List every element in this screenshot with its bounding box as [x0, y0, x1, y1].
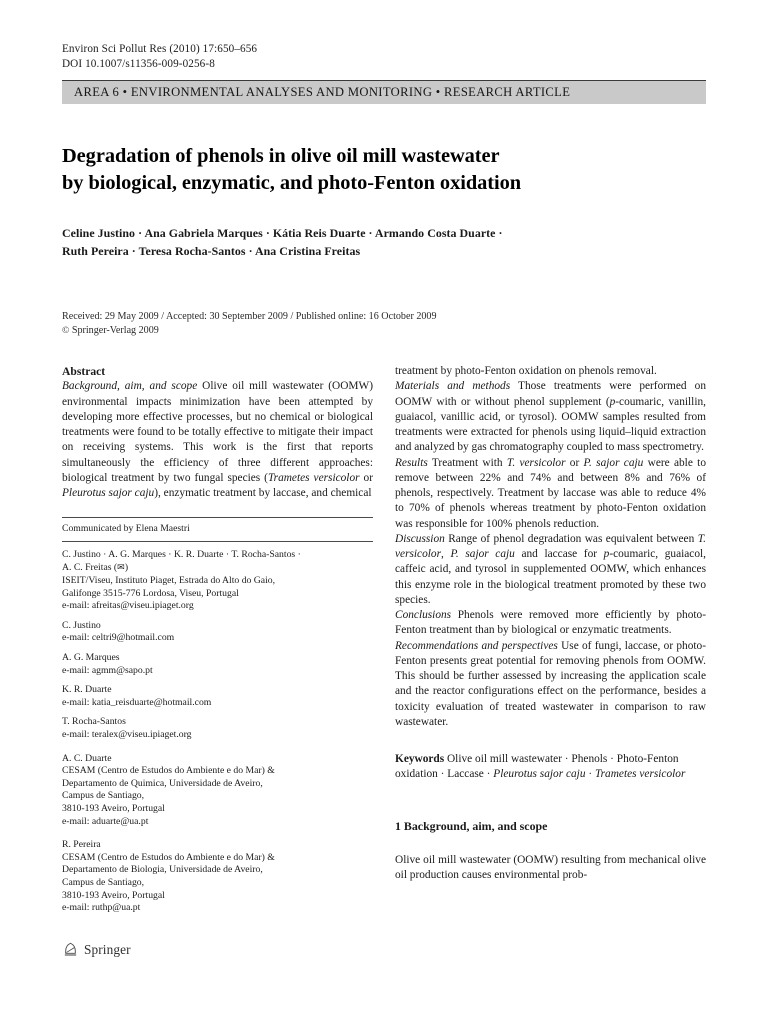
- keywords-block: [395, 752, 706, 783]
- affiliation-line: Campus de Santiago,: [62, 790, 145, 802]
- section-heading-1: 1 Background, aim, and scope: [395, 818, 548, 833]
- journal-header: [62, 42, 706, 71]
- abstract-recommendations-text: Use of fungi, laccase, or photo-Fenton presents great potential for removing phenols from OOMW. This should be further assessed by increasing the application scale and the reactor configurations effect on the performance, besides a toxicity evaluation of treated wastewater in comparison to raw wastewater.: [395, 639, 707, 728]
- abstract-species-pleurotus: Pleurotus sajor caju: [62, 487, 155, 499]
- abstract-discussion-text-b: ,: [441, 548, 451, 560]
- affiliation-name: A. G. Marques: [62, 652, 120, 663]
- abstract-methods-italic-p: p: [609, 395, 616, 408]
- abstract-methods-label: Materials and methods: [395, 380, 511, 393]
- abstract-species-trametes: Trametes versicolor: [267, 471, 360, 484]
- copyright-text: Springer-Verlag 2009: [71, 324, 159, 336]
- abstract-results-label: Results: [395, 456, 428, 469]
- affiliation-name: C. Justino: [62, 619, 101, 631]
- journal-citation: Environ Sci Pollut Res (2010) 17:650–656: [62, 43, 258, 55]
- abstract-results-text-b: or: [565, 456, 584, 469]
- keywords-plain-1: Olive oil mill wastewater · Phenols · Photo-Fenton oxidation · Laccase ·: [395, 753, 679, 781]
- springer-logo: [62, 941, 131, 958]
- affiliation-line: 3810-193 Aveiro, Portugal: [62, 889, 165, 901]
- springer-chess-knight-icon: [62, 941, 79, 958]
- affiliation-name: K. R. Duarte: [62, 684, 112, 696]
- abstract-discussion-text-d: -coumaric, guaiacol, caffeic acid, and tyrosol in supplemented OOMW, which enhances this enzyme role in the biological treatment promoted by these two species.: [395, 548, 706, 606]
- abstract-methods-text-b: -coumaric, vanillin, guaiacol, vanillic acid, or tyrosol). OOMW samples resulted from treatments were extracted for phenols using liquid–liquid extraction and analyzed by gas chromatography coupled to mass spectrometry.: [395, 395, 706, 454]
- abstract-background-text: Olive oil mill wastewater (OOMW) environmental impacts minimization have been attempted by developing more effective processes, but no chemical or biological treatments were found to be totally effective to mitigate their impact on receiving systems. This work is the first that reports simultaneously the efficiency of three different approaches: biological treatment by two fungal species (: [62, 380, 373, 484]
- communicated-by: Communicated by Elena Maestri: [62, 523, 190, 535]
- abstract-methods-paragraph: [395, 379, 706, 455]
- affiliation-name: A. C. Duarte: [62, 752, 112, 764]
- affiliation-email[interactable]: e-mail: teralex@viseu.ipiaget.org: [62, 728, 192, 740]
- area-banner: AREA 6 • ENVIRONMENTAL ANALYSES AND MONITORING • RESEARCH ARTICLE: [62, 81, 706, 104]
- affiliation-email[interactable]: e-mail: agmm@sapo.pt: [62, 664, 153, 676]
- affiliation-line: Galifonge 3515-776 Lordosa, Viseu, Portugal: [62, 587, 239, 599]
- journal-doi: DOI 10.1007/s11356-009-0256-8: [62, 57, 215, 70]
- keyword-pleurotus: Pleurotus sajor caju: [493, 768, 586, 781]
- abstract-discussion-text-a: Range of phenol degradation was equivalent between: [444, 532, 698, 545]
- affiliation-line: A. C. Freitas (✉): [62, 562, 129, 574]
- affiliation-email[interactable]: e-mail: ruthp@ua.pt: [62, 902, 141, 914]
- affiliation-group: [62, 677, 373, 709]
- affiliation-group: [62, 709, 373, 741]
- springer-wordmark: Springer: [84, 941, 131, 957]
- abstract-discussion-paragraph: [395, 532, 706, 608]
- abstract-background-continuation: treatment by photo-Fenton oxidation on phenols removal.: [395, 365, 657, 377]
- abstract-results-species-1: T. versicolor: [506, 456, 566, 469]
- right-column: [395, 364, 706, 915]
- affiliation-name: R. Pereira: [62, 839, 101, 851]
- author-line-2: Ruth Pereira · Teresa Rocha-Santos · Ana Cristina Freitas: [62, 243, 361, 258]
- copyright-line: [62, 324, 706, 338]
- affiliation-line: CESAM (Centro de Estudos do Ambiente e do Mar) &: [62, 851, 275, 863]
- abstract-results-paragraph: [395, 456, 706, 532]
- affiliation-line: Departamento de Biologia, Universidade de Aveiro,: [62, 864, 263, 876]
- received-accepted-published: Received: 29 May 2009 / Accepted: 30 September 2009 / Published online: 16 October 2009: [62, 311, 437, 322]
- affiliation-line: C. Justino · A. G. Marques · K. R. Duarte · T. Rocha-Santos ·: [62, 548, 301, 560]
- page-title: [62, 143, 706, 197]
- affiliation-group: [62, 645, 373, 677]
- title-line-1: Degradation of phenols in olive oil mill wastewater: [62, 145, 500, 167]
- abstract-recommendations-label: Recommendations and perspectives: [395, 639, 558, 652]
- abstract-background-mid: or: [359, 471, 373, 484]
- section-1-paragraph: Olive oil mill wastewater (OOMW) resulting from mechanical olive oil production causes environmental prob-: [395, 853, 706, 881]
- abstract-conclusions-paragraph: [395, 608, 706, 639]
- affiliation-line: CESAM (Centro de Estudos do Ambiente e do Mar) &: [62, 765, 275, 777]
- author-list: [62, 225, 706, 260]
- affiliation-group: [62, 542, 373, 613]
- keywords-label: Keywords: [395, 753, 445, 765]
- affiliation-group: [62, 742, 373, 829]
- abstract-discussion-italic-p: p: [603, 548, 610, 560]
- affiliation-group: [62, 613, 373, 645]
- abstract-discussion-species-1: T. versicolor: [395, 532, 706, 560]
- abstract-discussion-species-2: P. sajor caju: [450, 548, 515, 560]
- abstract-conclusions-text: Phenols were removed more efficiently by photo-Fenton treatment than by biological or enzymatic treatments.: [395, 609, 706, 637]
- abstract-results-species-2: P. sajor caju: [583, 456, 644, 469]
- keywords-plain-2: ·: [585, 768, 595, 781]
- abstract-discussion-label: Discussion: [395, 532, 445, 545]
- two-column-body: [62, 364, 706, 915]
- affiliation-email[interactable]: e-mail: afreitas@viseu.ipiaget.org: [62, 600, 194, 612]
- author-line-1: Celine Justino · Ana Gabriela Marques · Kátia Reis Duarte · Armando Costa Duarte ·: [62, 226, 503, 240]
- affiliation-line: ISEIT/Viseu, Instituto Piaget, Estrada do Alto do Gaio,: [62, 575, 276, 587]
- affiliation-email[interactable]: e-mail: katia_reisduarte@hotmail.com: [62, 696, 212, 708]
- envelope-icon: ✉: [117, 562, 125, 573]
- abstract-methods-text-a: Those treatments were performed on OOMW with or without phenol supplement (: [395, 380, 707, 408]
- affiliation-group: [62, 828, 373, 915]
- abstract-background-label: Background, aim, and scope: [62, 380, 198, 393]
- affiliation-email[interactable]: e-mail: aduarte@ua.pt: [62, 815, 149, 827]
- affiliation-line: 3810-193 Aveiro, Portugal: [62, 802, 165, 814]
- abstract-background-paragraph: Background, aim, and scope Olive oil mill wastewater (OOMW) environmental impacts minimization have been attempted by developing more effective processes, but no chemical or biological treatments were found to be totally effective to mitigate their impact on receiving systems. This work is the first that reports simultaneously the efficiency of three different approaches: biological treatment by two fungal species (Trametes versicolor or Pleurotus sajor caju), enzymatic treatment by laccase, and chemical: [62, 380, 373, 499]
- affiliation-name: T. Rocha-Santos: [62, 716, 126, 728]
- left-column: [62, 364, 373, 915]
- affiliation-line: Departamento de Quimica, Universidade de Aveiro,: [62, 777, 263, 789]
- abstract-heading: Abstract: [62, 365, 106, 378]
- abstract-recommendations-paragraph: [395, 639, 706, 731]
- abstract-results-text-c: were able to remove between 22% and 74% and between 8% and 76% of phenols, respectively. Treatment by laccase was able to reduce 4% to 70% of phenols whereas treatment by photo-Fenton oxidation was responsible for 100% phenols reduction.: [395, 456, 706, 530]
- affiliation-email[interactable]: e-mail: celtri9@hotmail.com: [62, 632, 175, 644]
- title-line-2: by biological, enzymatic, and photo-Fenton oxidation: [62, 172, 522, 194]
- article-history: [62, 310, 706, 337]
- copyright-symbol: ©: [62, 324, 70, 336]
- abstract-conclusions-label: Conclusions: [395, 609, 452, 621]
- affiliation-line: Campus de Santiago,: [62, 876, 145, 888]
- keyword-trametes: Trametes versicolor: [594, 768, 686, 781]
- page-content: [62, 42, 706, 915]
- abstract-results-text-a: Treatment with: [427, 456, 507, 469]
- abstract-discussion-text-c: and laccase for: [514, 548, 604, 560]
